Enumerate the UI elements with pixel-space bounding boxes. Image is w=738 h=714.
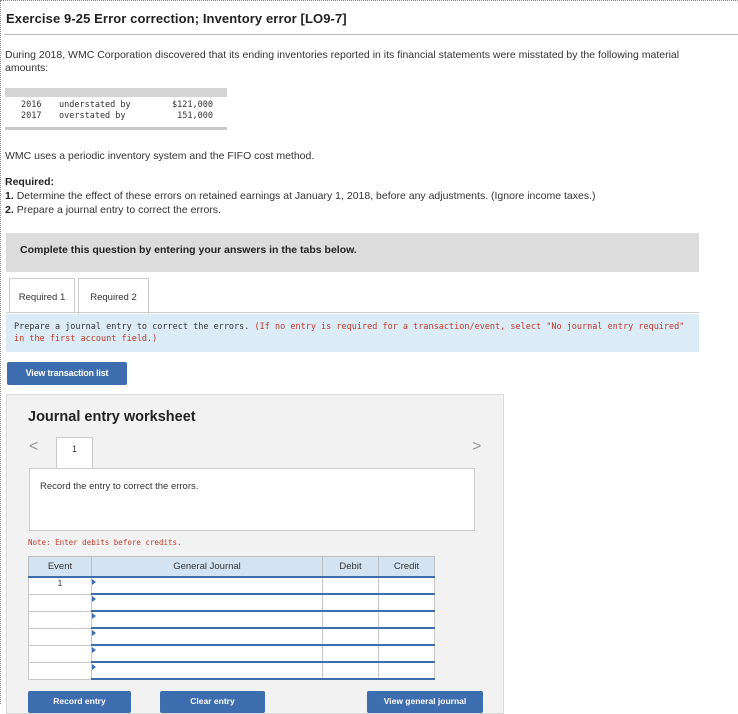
required-item-1: [5, 190, 596, 202]
required-heading: Required:: [5, 176, 55, 188]
misstatement-year: 2016: [21, 100, 42, 110]
misstatement-year: 2017: [21, 111, 42, 121]
misstatement-amount: $121,000: [172, 100, 213, 110]
journal-header-row: [29, 557, 435, 578]
debit-credit-note: Note: Enter debits before credits.: [28, 538, 182, 547]
required-item-number: 2.: [5, 204, 14, 216]
column-header-credit: Credit: [379, 557, 435, 578]
worksheet-title: Journal entry worksheet: [28, 409, 196, 425]
required-item-text: Determine the effect of these errors on retained earnings at January 1, 2018, before any adjustments. (Ignore income taxes.): [16, 190, 596, 202]
credit-input[interactable]: [379, 662, 435, 679]
instruction-main: Prepare a journal entry to correct the errors.: [14, 322, 250, 332]
event-cell: [29, 645, 92, 662]
account-select[interactable]: [92, 611, 323, 628]
clear-entry-button[interactable]: Clear entry: [160, 691, 265, 713]
credit-input[interactable]: [379, 594, 435, 611]
misstatement-description: overstated by: [59, 111, 126, 121]
misstatement-amount: 151,000: [177, 111, 213, 121]
table-row: [29, 577, 435, 594]
tab-label: Required 1: [18, 292, 66, 303]
debit-input[interactable]: [323, 662, 379, 679]
tab-underline: [6, 312, 699, 313]
table-row: [29, 662, 435, 679]
misstatement-table-bottom-bar: [5, 127, 227, 130]
view-transaction-list-button[interactable]: View transaction list: [7, 362, 127, 385]
required-item-2: [5, 204, 221, 216]
entry-description-box: [29, 468, 475, 531]
account-select[interactable]: [92, 662, 323, 679]
question-instruction: [6, 314, 699, 352]
column-header-debit: Debit: [323, 557, 379, 578]
account-select[interactable]: [92, 645, 323, 662]
table-row: [29, 594, 435, 611]
tab-required-1[interactable]: [9, 278, 75, 312]
worksheet-page-tab[interactable]: 1: [56, 437, 93, 469]
debit-input[interactable]: [323, 611, 379, 628]
frame-top-border: [0, 0, 738, 1]
event-cell: [29, 594, 92, 611]
title-divider: [4, 34, 738, 35]
misstatement-table-top-bar: [5, 88, 227, 97]
inventory-system-note: WMC uses a periodic inventory system and the FIFO cost method.: [5, 150, 315, 162]
misstatement-table: [5, 88, 227, 130]
required-item-text: Prepare a journal entry to correct the errors.: [16, 204, 221, 216]
event-cell: 1: [29, 577, 92, 594]
debit-input[interactable]: [323, 594, 379, 611]
journal-entry-worksheet: [6, 394, 504, 714]
entry-description: Record the entry to correct the errors.: [40, 481, 199, 492]
required-item-number: 1.: [5, 190, 14, 202]
instructions-banner: [6, 233, 699, 272]
account-select[interactable]: [92, 628, 323, 645]
column-header-event: Event: [29, 557, 92, 578]
table-row: [29, 611, 435, 628]
chevron-left-icon[interactable]: <: [29, 438, 39, 455]
debit-input[interactable]: [323, 577, 379, 594]
misstatement-description: understated by: [59, 100, 131, 110]
table-row: [29, 645, 435, 662]
account-select[interactable]: [92, 594, 323, 611]
intro-text: During 2018, WMC Corporation discovered that its ending inventories reported in its financial statements were misstated by the following material amounts:: [5, 49, 680, 74]
event-cell: [29, 628, 92, 645]
credit-input[interactable]: [379, 645, 435, 662]
instruction-note: (If no entry is required for a transaction/event, select "No journal entry required" in the first account field.): [14, 322, 685, 344]
table-row: [29, 628, 435, 645]
credit-input[interactable]: [379, 611, 435, 628]
column-header-general-journal: General Journal: [92, 557, 323, 578]
frame-left-border: [0, 0, 1, 704]
record-entry-button[interactable]: Record entry: [28, 691, 131, 713]
page-title: Exercise 9-25 Error correction; Inventory error [LO9-7]: [6, 11, 347, 26]
chevron-right-icon[interactable]: >: [472, 438, 482, 455]
event-cell: [29, 662, 92, 679]
credit-input[interactable]: [379, 628, 435, 645]
debit-input[interactable]: [323, 628, 379, 645]
event-cell: [29, 611, 92, 628]
banner-text: Complete this question by entering your answers in the tabs below.: [20, 244, 357, 256]
credit-input[interactable]: [379, 577, 435, 594]
account-select[interactable]: [92, 577, 323, 594]
tab-required-2[interactable]: [78, 278, 149, 314]
debit-input[interactable]: [323, 645, 379, 662]
journal-table: [28, 556, 435, 680]
tab-label: Required 2: [90, 292, 137, 303]
view-general-journal-button[interactable]: View general journal: [367, 691, 483, 713]
